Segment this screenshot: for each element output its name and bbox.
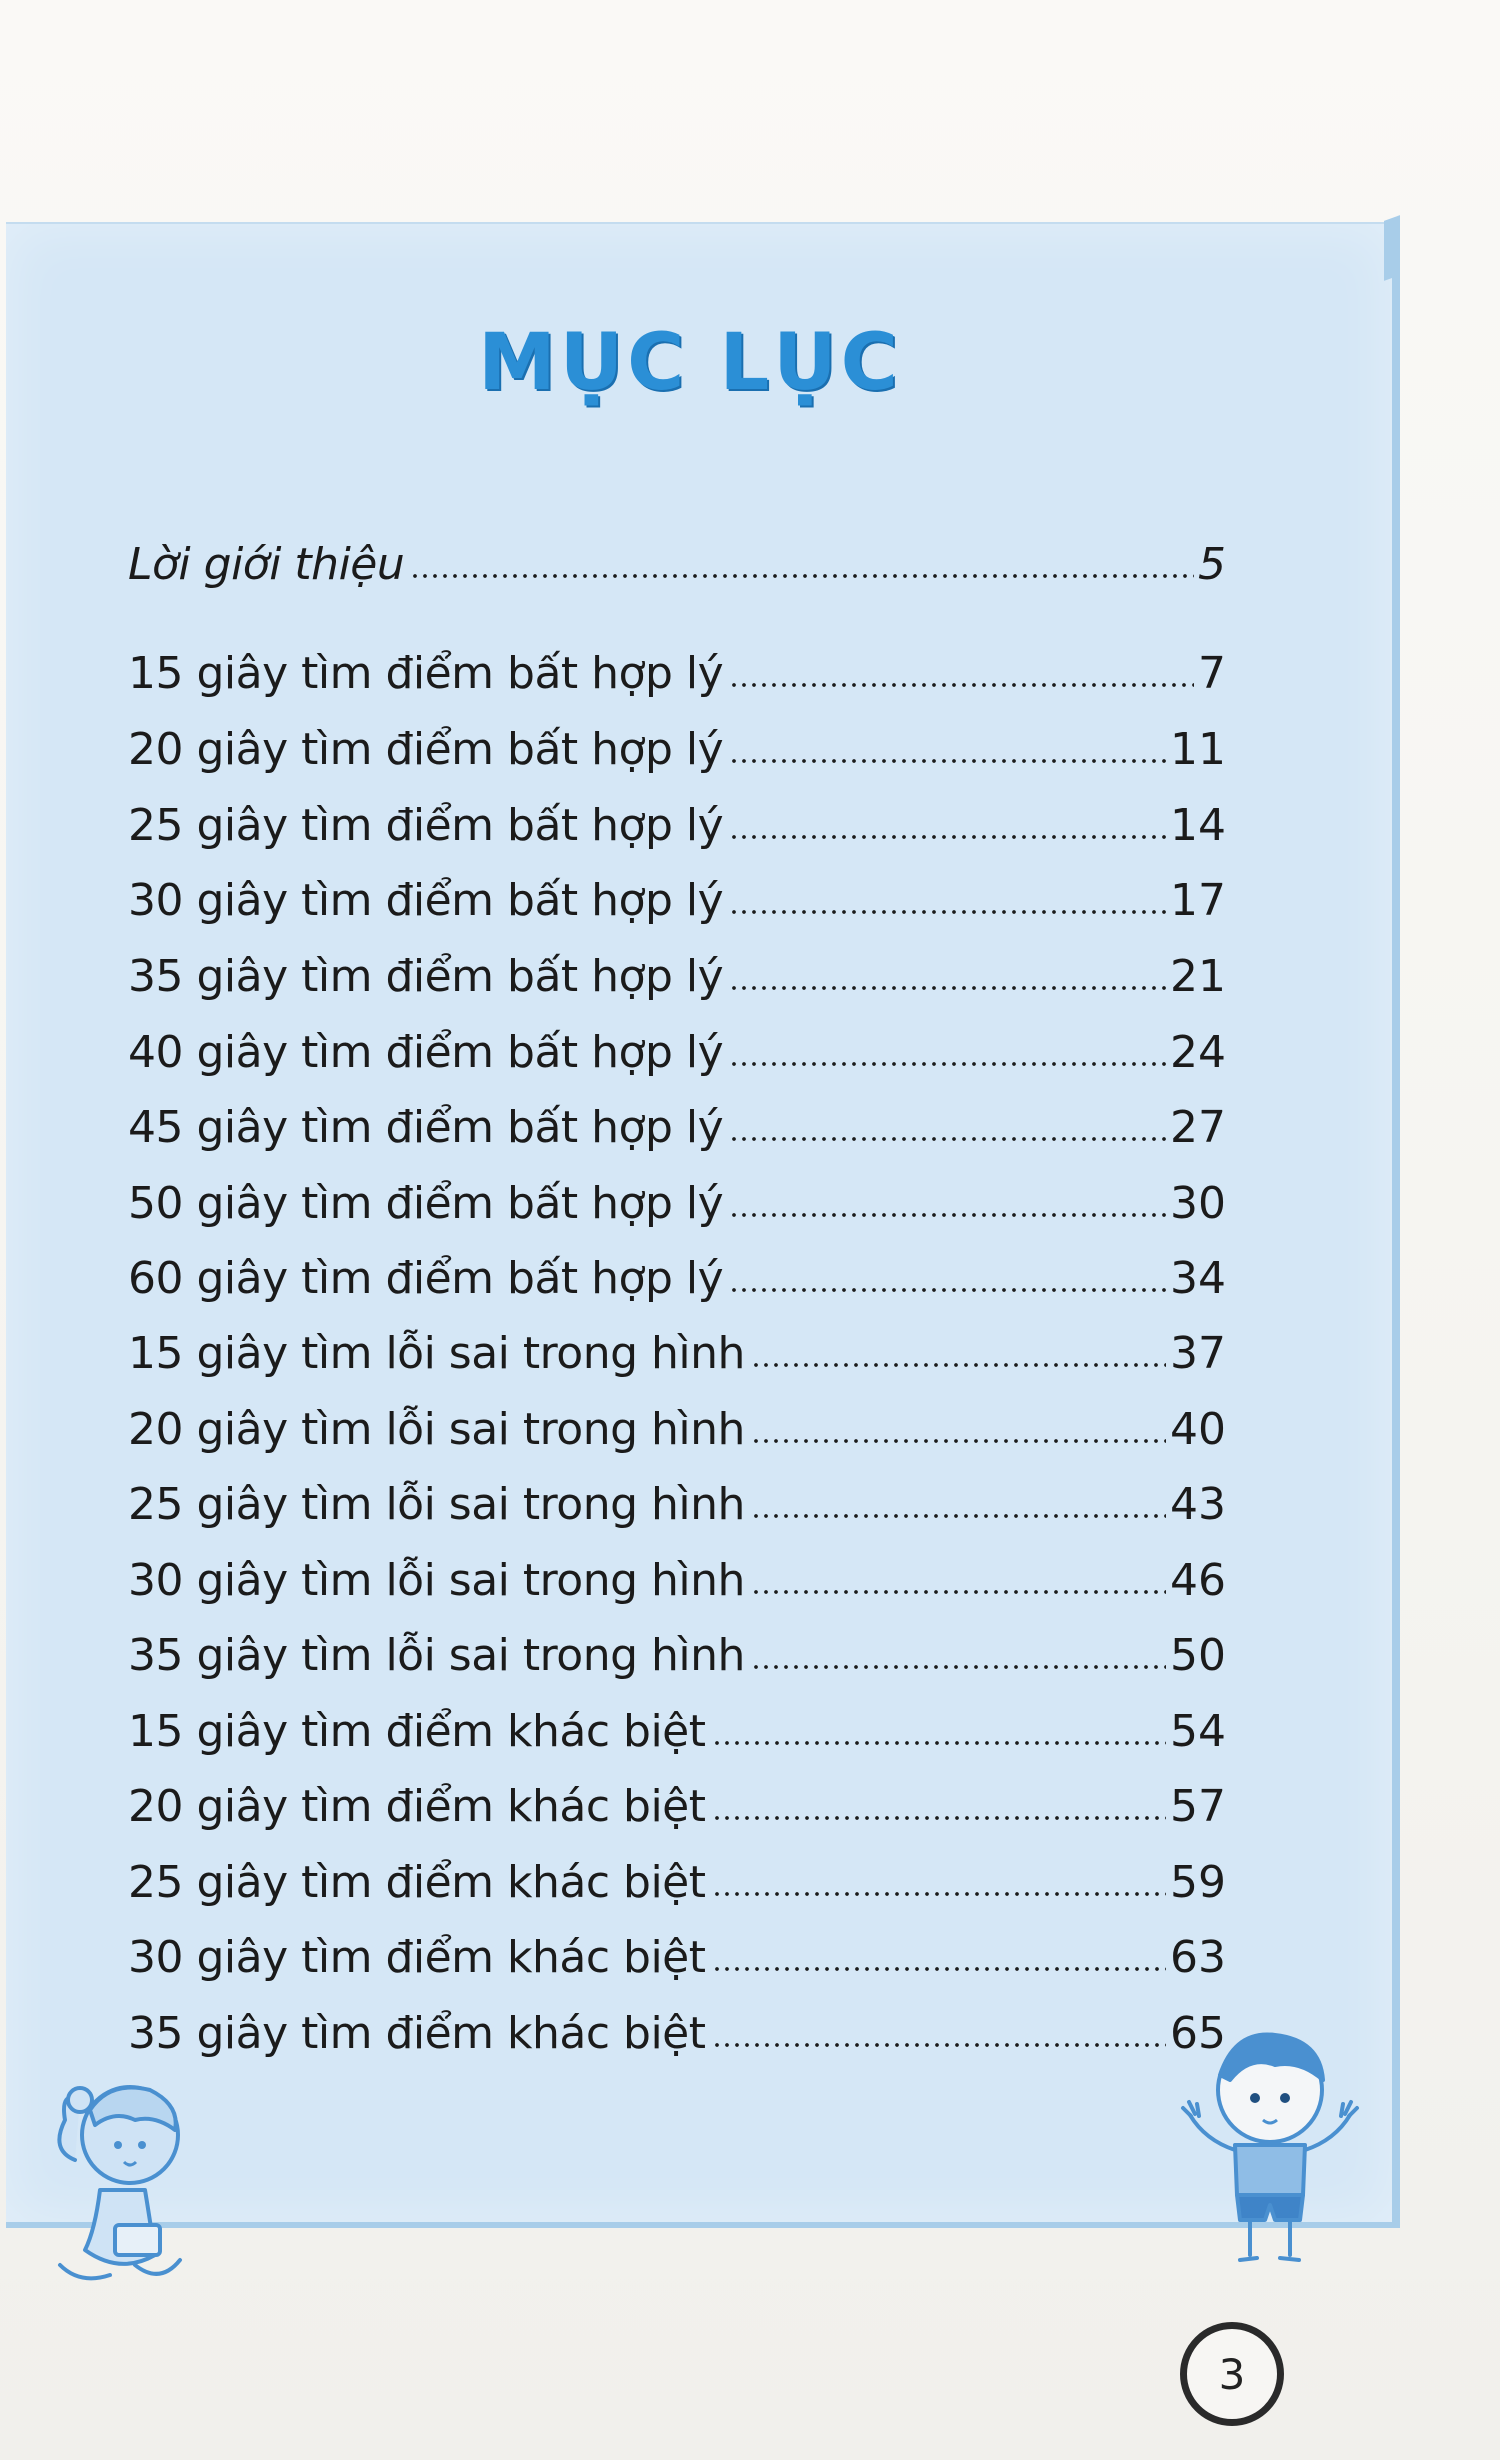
toc-entry[interactable] xyxy=(128,1997,1226,2059)
toc-entry[interactable] xyxy=(128,1846,1226,1908)
toc-entry-page: 11 xyxy=(1170,724,1226,775)
dot-leader xyxy=(751,1363,1166,1367)
toc-entry-page: 57 xyxy=(1170,1781,1226,1832)
dot-leader xyxy=(751,1590,1166,1594)
girl-reading-illustration xyxy=(40,2060,200,2300)
toc-entry-page: 17 xyxy=(1170,875,1226,926)
dot-leader xyxy=(729,759,1166,763)
toc-entry[interactable] xyxy=(128,713,1226,775)
toc-entry-page: 7 xyxy=(1198,648,1226,699)
toc-entry-label: 35 giây tìm điểm khác biệt xyxy=(128,2008,706,2059)
toc-entry-label: 15 giây tìm điểm bất hợp lý xyxy=(128,648,724,699)
toc-entry[interactable] xyxy=(128,789,1226,851)
toc-entry-page: 54 xyxy=(1170,1706,1226,1757)
dot-leader xyxy=(729,910,1166,914)
toc-entry-label: 20 giây tìm lỗi sai trong hình xyxy=(128,1404,745,1455)
toc-entry-page: 14 xyxy=(1170,800,1226,851)
toc-entry-label: 15 giây tìm điểm khác biệt xyxy=(128,1706,706,1757)
toc-entry[interactable] xyxy=(128,1468,1226,1530)
dot-leader xyxy=(712,1816,1167,1820)
toc-entry-label: 30 giây tìm điểm bất hợp lý xyxy=(128,875,724,926)
toc-entry[interactable] xyxy=(128,1167,1226,1229)
toc-entry-page: 59 xyxy=(1170,1857,1226,1908)
toc-entry[interactable] xyxy=(128,1544,1226,1606)
toc-entry-page: 50 xyxy=(1170,1630,1226,1681)
toc-entry-page: 24 xyxy=(1170,1027,1226,1078)
toc-entry[interactable] xyxy=(128,940,1226,1002)
toc-entry-label: 30 giây tìm lỗi sai trong hình xyxy=(128,1555,745,1606)
toc-entry-label: 50 giây tìm điểm bất hợp lý xyxy=(128,1178,724,1229)
toc-entry[interactable] xyxy=(128,637,1226,699)
toc-entry[interactable] xyxy=(128,1016,1226,1078)
dot-leader xyxy=(751,1665,1166,1669)
toc-entry[interactable] xyxy=(128,528,1226,590)
toc-entry[interactable] xyxy=(128,1242,1226,1304)
dot-leader xyxy=(729,1288,1166,1292)
dot-leader xyxy=(751,1514,1166,1518)
boy-waving-illustration xyxy=(1175,2020,1365,2280)
toc-entry-label: 45 giây tìm điểm bất hợp lý xyxy=(128,1102,724,1153)
toc-entry-label: 25 giây tìm lỗi sai trong hình xyxy=(128,1479,745,1530)
toc-entry[interactable] xyxy=(128,1091,1226,1153)
toc-entry[interactable] xyxy=(128,1393,1226,1455)
toc-entry-label: 30 giây tìm điểm khác biệt xyxy=(128,1932,706,1983)
toc-entry[interactable] xyxy=(128,864,1226,926)
toc-entry-label: 25 giây tìm điểm khác biệt xyxy=(128,1857,706,1908)
toc-entry-page: 37 xyxy=(1170,1328,1226,1379)
toc-entry-label: 35 giây tìm điểm bất hợp lý xyxy=(128,951,724,1002)
dot-leader xyxy=(712,2043,1167,2047)
toc-entry-label: Lời giới thiệu xyxy=(128,539,405,590)
toc-entry[interactable] xyxy=(128,1921,1226,1983)
dot-leader xyxy=(729,1137,1166,1141)
toc-entry[interactable] xyxy=(128,1619,1226,1681)
page-number: 3 xyxy=(1180,2322,1284,2426)
toc-entry-page: 34 xyxy=(1170,1253,1226,1304)
toc-entry-page: 30 xyxy=(1170,1178,1226,1229)
toc-entry-label: 40 giây tìm điểm bất hợp lý xyxy=(128,1027,724,1078)
toc-entry[interactable] xyxy=(128,1695,1226,1757)
toc-entry-label: 15 giây tìm lỗi sai trong hình xyxy=(128,1328,745,1379)
toc-entry-page: 27 xyxy=(1170,1102,1226,1153)
dot-leader xyxy=(712,1892,1167,1896)
dot-leader xyxy=(729,986,1166,990)
dot-leader xyxy=(712,1967,1167,1971)
toc-entry-label: 35 giây tìm lỗi sai trong hình xyxy=(128,1630,745,1681)
dot-leader xyxy=(410,574,1194,578)
toc-entry-label: 60 giây tìm điểm bất hợp lý xyxy=(128,1253,724,1304)
toc-entry[interactable] xyxy=(128,1317,1226,1379)
toc-entry-page: 63 xyxy=(1170,1932,1226,1983)
toc-entry-label: 25 giây tìm điểm bất hợp lý xyxy=(128,800,724,851)
dot-leader xyxy=(729,683,1194,687)
toc-entry-page: 5 xyxy=(1198,539,1226,590)
toc-entry-page: 21 xyxy=(1170,951,1226,1002)
dot-leader xyxy=(751,1439,1166,1443)
dot-leader xyxy=(729,835,1166,839)
dot-leader xyxy=(712,1741,1167,1745)
toc-entry-label: 20 giây tìm điểm bất hợp lý xyxy=(128,724,724,775)
toc-entry-page: 40 xyxy=(1170,1404,1226,1455)
toc-entry[interactable] xyxy=(128,1770,1226,1832)
toc-entry-page: 43 xyxy=(1170,1479,1226,1530)
toc-entry-page: 65 xyxy=(1170,2008,1226,2059)
dot-leader xyxy=(729,1062,1166,1066)
toc-entry-label: 20 giây tìm điểm khác biệt xyxy=(128,1781,706,1832)
dot-leader xyxy=(729,1213,1166,1217)
page-title: MỤC LỤC xyxy=(478,318,902,408)
toc-entry-page: 46 xyxy=(1170,1555,1226,1606)
